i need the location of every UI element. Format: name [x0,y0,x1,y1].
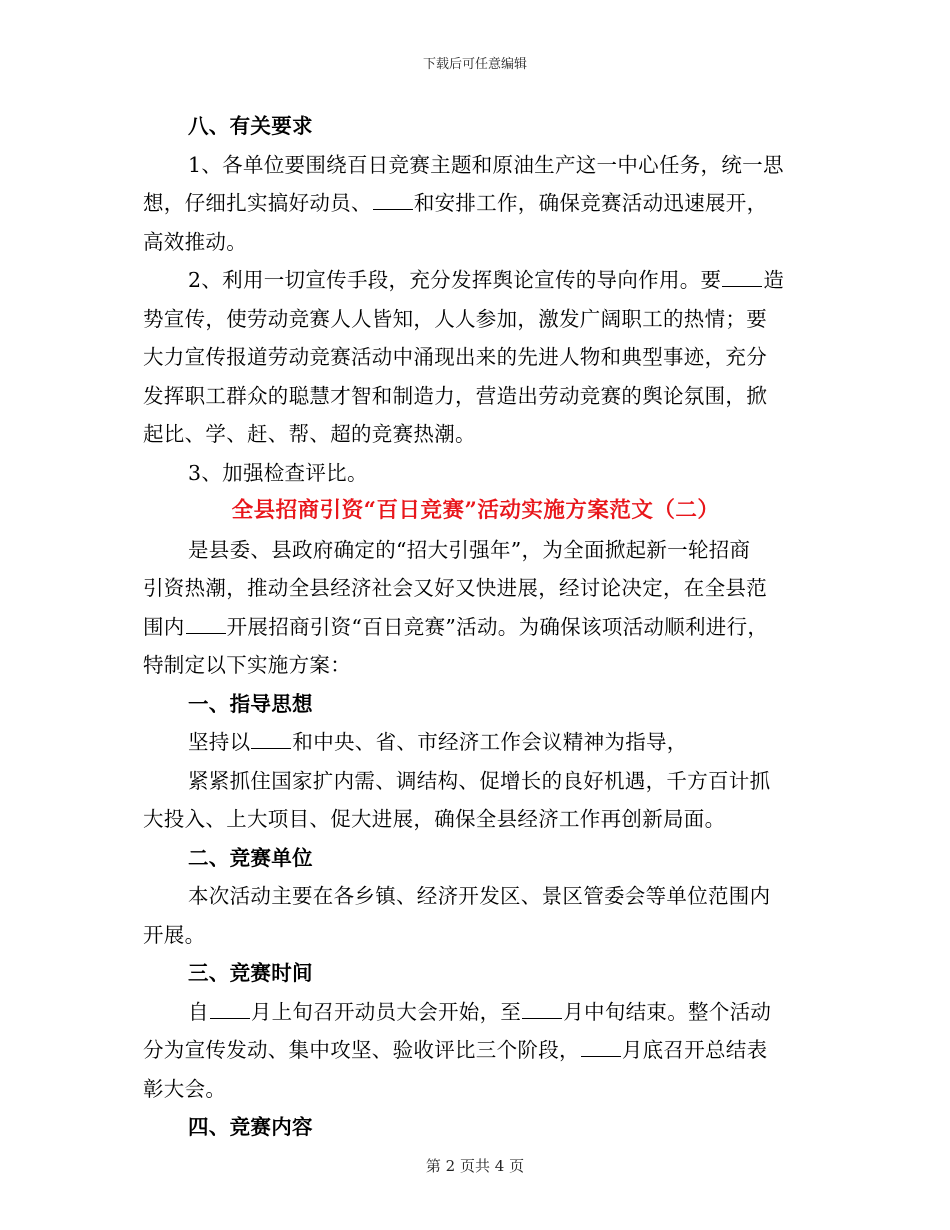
paragraph-line: 分为宣传发动、集中攻坚、验收评比三个阶段， 月底召开总结表 [143,1038,768,1062]
document-body [143,107,808,1147]
paragraph-line: 引资热潮，推动全县经济社会又好又快进展，经讨论决定，在全县范 [143,576,767,600]
paragraph-line: 自 月上旬召开动员大会开始，至 月中旬结束。整个活动 [188,999,772,1024]
fill-blank [186,615,226,634]
paragraph-line: 起比、学、赶、帮、超的竞赛热潮。 [143,422,476,446]
paragraph-line: 高效推动。 [143,229,247,254]
fill-blank [251,730,291,749]
section-heading-content: 四、竞赛内容 [188,1115,313,1139]
paragraph-line: 1、各单位要围绕百日竞赛主题和原油生产这一中心任务，统一思 [188,152,784,177]
paragraph-line: 势宣传，使劳动竞赛人人皆知，人人参加，激发广阔职工的热情；要 [143,306,767,331]
fill-blank [522,1000,562,1019]
section-heading-guiding-thought: 一、指导思想 [188,691,313,716]
paragraph-line: 围内 开展招商引资“百日竞赛”活动。为确保该项活动顺利进行， [143,614,769,639]
paragraph-line: 3、加强检查评比。 [188,460,368,485]
section-heading-requirements: 八、有关要求 [188,114,313,138]
page-header: 下载后可任意编辑 [422,57,527,72]
document-title: 全县招商引资“百日竞赛”活动实施方案范文（二） [231,498,720,523]
paragraph-line: 大投入、上大项目、促大进展，确保全县经济工作再创新局面。 [143,807,726,831]
paragraph-line: 彰大会。 [143,1076,227,1101]
paragraph-line: 发挥职工群众的聪慧才智和制造力，营造出劳动竞赛的舆论氛围，掀 [143,383,767,408]
paragraph-line: 想，仔细扎实搞好动员、 和安排工作，确保竞赛活动迅速展开， [143,191,768,215]
paragraph-line: 坚持以 和中央、省、市经济工作会议精神为指导， [188,730,688,754]
paragraph-line: 大力宣传报道劳动竞赛活动中涌现出来的先进人物和典型事迹，充分 [143,345,767,369]
paragraph-line: 紧紧抓住国家扩内需、调结构、促增长的良好机遇，千方百计抓 [188,768,771,793]
paragraph-line: 特制定以下实施方案： [143,653,351,677]
fill-blank [722,268,762,287]
paragraph-line: 2、利用一切宣传手段，充分发挥舆论宣传的导向作用。要 造 [188,268,785,292]
fill-blank [210,1000,250,1019]
section-heading-units: 二、竞赛单位 [188,845,313,870]
section-heading-time: 三、竞赛时间 [188,961,313,985]
fill-blank [373,191,413,210]
paragraph-line: 开展。 [143,922,206,947]
page-footer: 第 2 页共 4 页 [425,1157,525,1175]
paragraph-line: 本次活动主要在各乡镇、经济开发区、景区管委会等单位范围内 [188,884,771,908]
paragraph-line: 是县委、县政府确定的“招大引强年”，为全面掀起新一轮招商 [188,537,751,562]
fill-blank [581,1038,621,1057]
